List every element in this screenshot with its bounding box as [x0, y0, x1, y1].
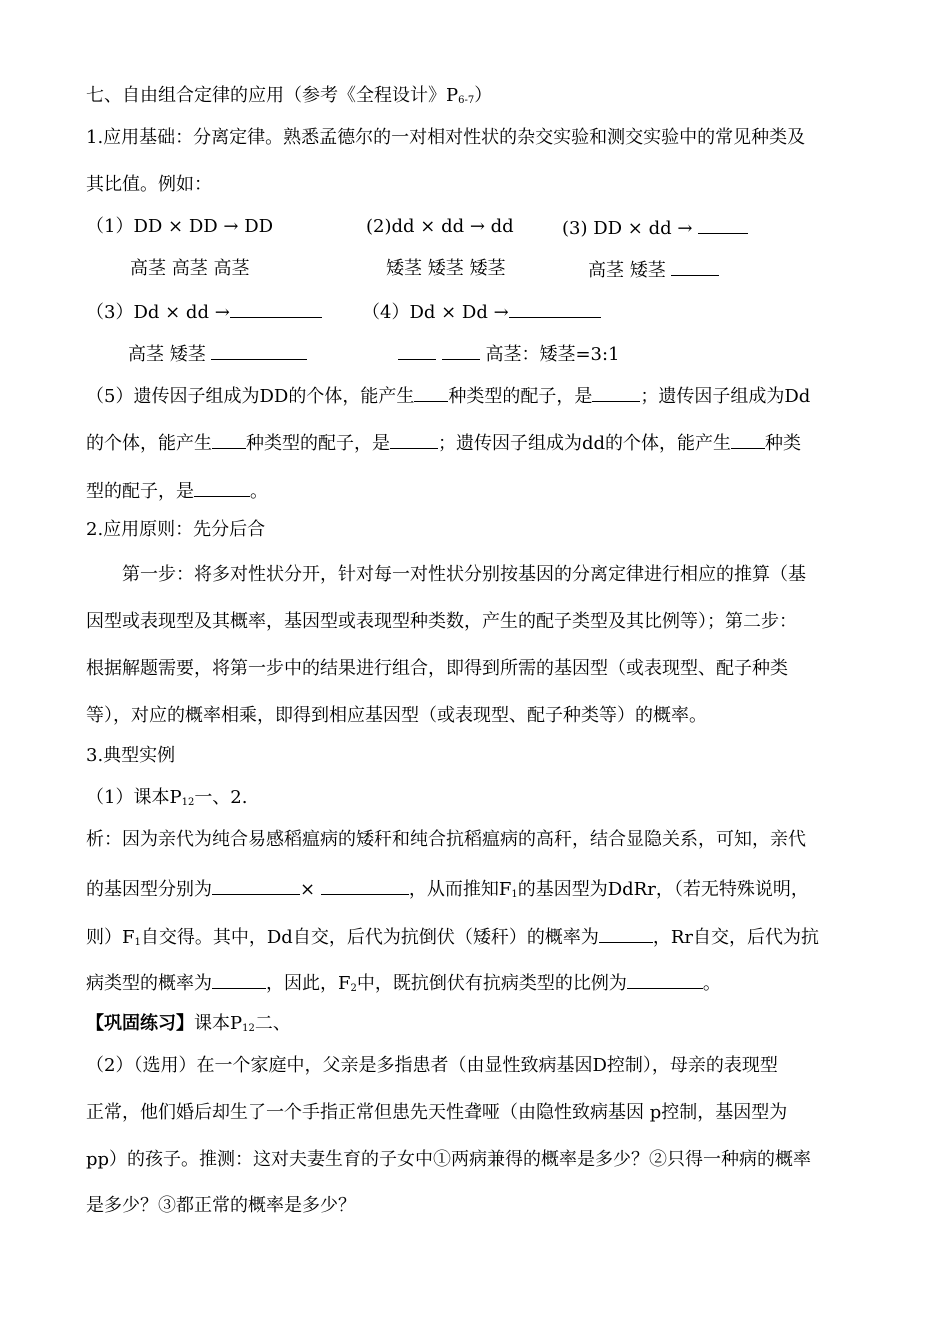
blank-cross-4[interactable] [230, 299, 322, 318]
blank-cross-5[interactable] [509, 299, 601, 318]
example-1: （1）课本$P_{12}$一、2. [86, 787, 248, 808]
blank-parent-1[interactable] [212, 876, 300, 895]
q5-line-1: （5）遗传因子组成为DD的个体，能产生 种类型的配子，是 ；遗传因子组成为Dd [86, 383, 810, 409]
blank-q5-4[interactable] [390, 430, 438, 449]
s2-para-3: 根据解题需要，将第一步中的结果进行组合，即得到所需的基因型（或表现型、配子种类 [86, 658, 788, 679]
s2-para-1: 第一步：将多对性状分开，针对每一对性状分别按基因的分离定律进行相应的推算（基 [122, 564, 806, 585]
analysis-line-3: 则）$F_1$自交得。其中，Dd自交，后代为抗倒伏（矮秆）的概率为 ，Rr自交，后代为抗 [86, 924, 819, 955]
analysis-line-1: 析：因为亲代为纯合易感稻瘟病的矮秆和纯合抗稻瘟病的高秆，结合显隐关系，可知，亲代 [86, 829, 806, 850]
blank-parent-2[interactable] [321, 876, 409, 895]
pheno-2: 矮茎 矮茎 矮茎 [386, 258, 506, 279]
s2-title: 2.应用原则：先分后合 [86, 519, 266, 540]
blank-prob-2[interactable] [212, 970, 266, 989]
cross-5: （4）Dd × Dd → [362, 299, 601, 325]
s1-line-1: 1.应用基础：分离定律。熟悉孟德尔的一对相对性状的杂交实验和测交实验中的常见种类及 [86, 127, 806, 148]
analysis-line-2: 的基因型分别为 × ，从而推知$F_1$的基因型为DdRr，（若无特殊说明， [86, 876, 809, 907]
blank-q5-3[interactable] [212, 430, 246, 449]
blank-pheno-5b[interactable] [442, 341, 480, 360]
blank-pheno-4[interactable] [211, 341, 307, 360]
cross-3: (3) DD × dd → [562, 215, 748, 241]
blank-cross-3[interactable] [698, 215, 748, 234]
blank-q5-6[interactable] [194, 478, 250, 497]
cross-2: (2)dd × dd → dd [366, 216, 514, 237]
blank-q5-5[interactable] [731, 430, 765, 449]
s1-line-2: 其比值。例如： [86, 174, 212, 195]
cross-1: （1）DD × DD → DD [86, 216, 274, 237]
q2-line-2: 正常，他们婚后却生了一个手指正常但患先天性聋哑（由隐性致病基因 p控制，基因型为 [86, 1102, 788, 1123]
practice-heading: 【巩固练习】课本$P_{12}$二、 [86, 1013, 291, 1034]
q5-line-2: 的个体，能产生 种类型的配子，是 ；遗传因子组成为dd的个体，能产生 种类 [86, 430, 801, 456]
q5-line-3: 型的配子，是 。 [86, 478, 268, 504]
pheno-4: 高茎 矮茎 [128, 341, 307, 367]
s2-para-2: 因型或表现型及其概率，基因型或表现型种类数，产生的配子类型及其比例等）；第二步： [86, 611, 797, 632]
pheno-1: 高茎 高茎 高茎 [130, 258, 250, 279]
blank-prob-1[interactable] [599, 924, 653, 943]
blank-pheno-5a[interactable] [398, 341, 436, 360]
q2-line-3: pp）的孩子。推测：这对夫妻生育的子女中①两病兼得的概率是多少？②只得一种病的概率 [86, 1149, 812, 1170]
q2-line-4: 是多少？③都正常的概率是多少？ [86, 1195, 356, 1216]
blank-q5-2[interactable] [592, 383, 640, 402]
s2-para-4: 等），对应的概率相乘，即得到相应基因型（或表现型、配子种类等）的概率。 [86, 705, 707, 726]
section-heading: 七、自由组合定律的应用（参考《全程设计》$P_{6-7}$） [86, 85, 493, 106]
analysis-line-4: 病类型的概率为 ，因此，$F_2$中，既抗倒伏有抗病类型的比例为 。 [86, 970, 721, 1001]
cross-4: （3）Dd × dd → [86, 299, 322, 325]
s3-title: 3.典型实例 [86, 745, 176, 766]
blank-prob-3[interactable] [627, 970, 703, 989]
pheno-3: 高茎 矮茎 [588, 257, 719, 283]
pheno-5: 高茎：矮茎=3:1 [398, 341, 620, 367]
blank-q5-1[interactable] [414, 383, 448, 402]
blank-pheno-3[interactable] [671, 257, 719, 276]
q2-line-1: （2）（选用）在一个家庭中，父亲是多指患者（由显性致病基因D控制），母亲的表现型 [86, 1055, 778, 1076]
